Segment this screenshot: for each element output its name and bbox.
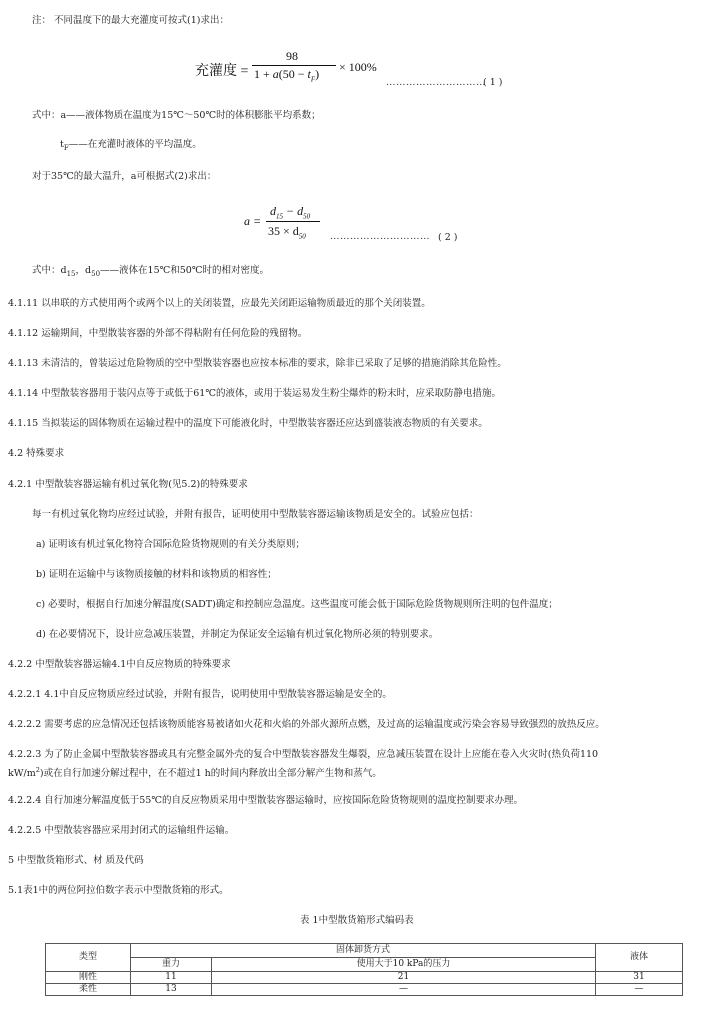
clause-4-1-14: 4.1.14 中型散装容器用于装闪点等于或低于61℃的液体，或用于装运易发生粉尘爆炸的粉末时，应采取防静电措施。 [8, 388, 501, 399]
header-pressure: 使用大于10 kPa的压力 [212, 958, 596, 972]
clause-4-1-11: 4.1.11 以串联的方式使用两个或两个以上的关闭装置，应最先关闭距运输物质最近的那个关闭装置。 [8, 298, 431, 309]
table-title: 表 1中型散货箱形式编码表 [300, 915, 414, 926]
cell-liquid: 31 [596, 972, 683, 984]
clause-4-2-2-2: 4.2.2.2 需要考虑的应急情况还包括该物质能容易被诸如火花和火焰的外部火源所点燃，及过高的运输温度或污染会容易导致强烈的放热反应。 [8, 719, 605, 730]
cell-pressure: 21 [212, 972, 596, 984]
heading-4-2: 4.2 特殊要求 [8, 448, 65, 459]
note-text: 注： 不同温度下的最大充灌度可按式(1)求出： [32, 15, 229, 26]
clause-4-2-2: 4.2.2 中型散装容器运输4.1中自反应物质的特殊要求 [8, 659, 231, 670]
clause-4-2-2-3-line1: 4.2.2.3 为了防止金属中型散装容器或具有完整金属外壳的复合中型散装容器发生爆裂，应急减压装置在设计上应能在卷入火灾时(热负荷110 [8, 749, 599, 760]
table-row [46, 972, 683, 984]
cell-gravity: 11 [131, 972, 212, 984]
cell-type: 刚性 [46, 972, 131, 984]
formula-2-denominator: $35 \times d_{50}$ [268, 224, 306, 241]
formula-1-number: ( 1 ) [483, 77, 503, 88]
clause-4-2-2-4: 4.2.2.4 自行加速分解温度低于55℃的自反应物质采用中型散装容器运输时，应按国际危险货物规则的温度控制要求办理。 [8, 795, 523, 806]
clause-4-2-1: 4.2.1 中型散装容器运输有机过氧化物(见5.2)的特殊要求 [8, 479, 248, 490]
header-liquid: 液体 [596, 944, 683, 972]
list-item-b: b) 证明在运输中与该物质接触的材料和该物质的相容性； [36, 569, 277, 580]
formula-2-numerator: $d_{15} - d_{50}$ [270, 204, 311, 221]
where-d-text: 式中：$d_{15}$，$d_{50}——$液体在15℃和50℃时的相对密度。 [32, 265, 269, 278]
formula-1-fraction-bar [252, 65, 336, 66]
list-item-d: d) 在必要情况下，设计应急减压装置，并制定为保证安全运输有机过氧化物所必须的特别要求。 [36, 629, 439, 640]
formula-1-tail: × 100% [339, 60, 377, 74]
list-item-a: a) 证明该有机过氧化物符合国际危险货物规则的有关分类原则； [36, 539, 305, 550]
table-header-row [46, 944, 683, 958]
table-subheader-row [46, 958, 683, 972]
where-a-text: 式中：a——液体物质在温度为15℃～50℃时的体积膨胀平均系数； [32, 110, 321, 121]
clause-4-1-13: 4.1.13 未清洁的，曾装运过危险物质的空中型散装容器也应按本标准的要求，除非已采取了足够的措施消除其危险性。 [8, 358, 507, 369]
formula-2-dots: ………………………… [330, 231, 430, 242]
header-solid: 固体卸货方式 [131, 944, 596, 958]
clause-4-1-15: 4.1.15 当拟装运的固体物质在运输过程中的温度下可能液化时，中型散装容器还应达到盛装液态物质的有关要求。 [8, 418, 488, 429]
cell-type: 柔性 [46, 984, 131, 996]
formula-1-numerator: 98 [286, 49, 298, 63]
clause-5-1: 5.1表1中的两位阿拉伯数字表示中型散货箱的形式。 [8, 885, 229, 896]
heading-5: 5 中型散货箱形式、材 质及代码 [8, 855, 144, 866]
formula-1-lhs: 充灌度 = [195, 64, 249, 79]
clause-4-2-1-body: 每一有机过氧化物均应经过试验，并附有报告，证明使用中型散装容器运输该物质是安全的。试验应包括： [32, 509, 479, 520]
ibc-code-table [45, 943, 683, 996]
clause-4-2-2-1: 4.2.2.1 4.1中自反应物质应经过试验，并附有报告，说明使用中型散装容器运输是安全的。 [8, 689, 392, 700]
clause-4-2-2-5: 4.2.2.5 中型散装容器应采用封闭式的运输组件运输。 [8, 825, 235, 836]
clause-4-1-12: 4.1.12 运输期间，中型散装容器的外部不得粘附有任何危险的残留物。 [8, 328, 308, 339]
cell-pressure: — [212, 984, 596, 996]
formula-1-dots: ………………………… [386, 77, 486, 88]
list-item-c: c) 必要时，根据自行加速分解温度(SADT)确定和控制应急温度。这些温度可能会低于国际危险货物规则所注明的包件温度； [36, 599, 558, 610]
table-row [46, 984, 683, 996]
formula-1-denominator: $1 + a(50 - t_F)$ [254, 67, 320, 84]
clause-4-2-2-3-line2: $kW/m^2$)或在自行加速分解过程中，在不超过1 h的时间内释放出全部分解产生物和蒸气。 [8, 766, 382, 780]
where-tf-text: $t_F——$在充灌时液体的平均温度。 [60, 139, 202, 152]
formula-2-lhs: a = [244, 214, 262, 228]
header-type: 类型 [46, 944, 131, 972]
cell-liquid: — [596, 984, 683, 996]
formula-2-fraction-bar [266, 221, 320, 222]
header-gravity: 重力 [131, 958, 212, 972]
intro-formula-2: 对于35℃的最大温升，a可根据式(2)求出： [32, 171, 217, 182]
formula-2-number: ( 2 ) [438, 232, 458, 243]
cell-gravity: 13 [131, 984, 212, 996]
